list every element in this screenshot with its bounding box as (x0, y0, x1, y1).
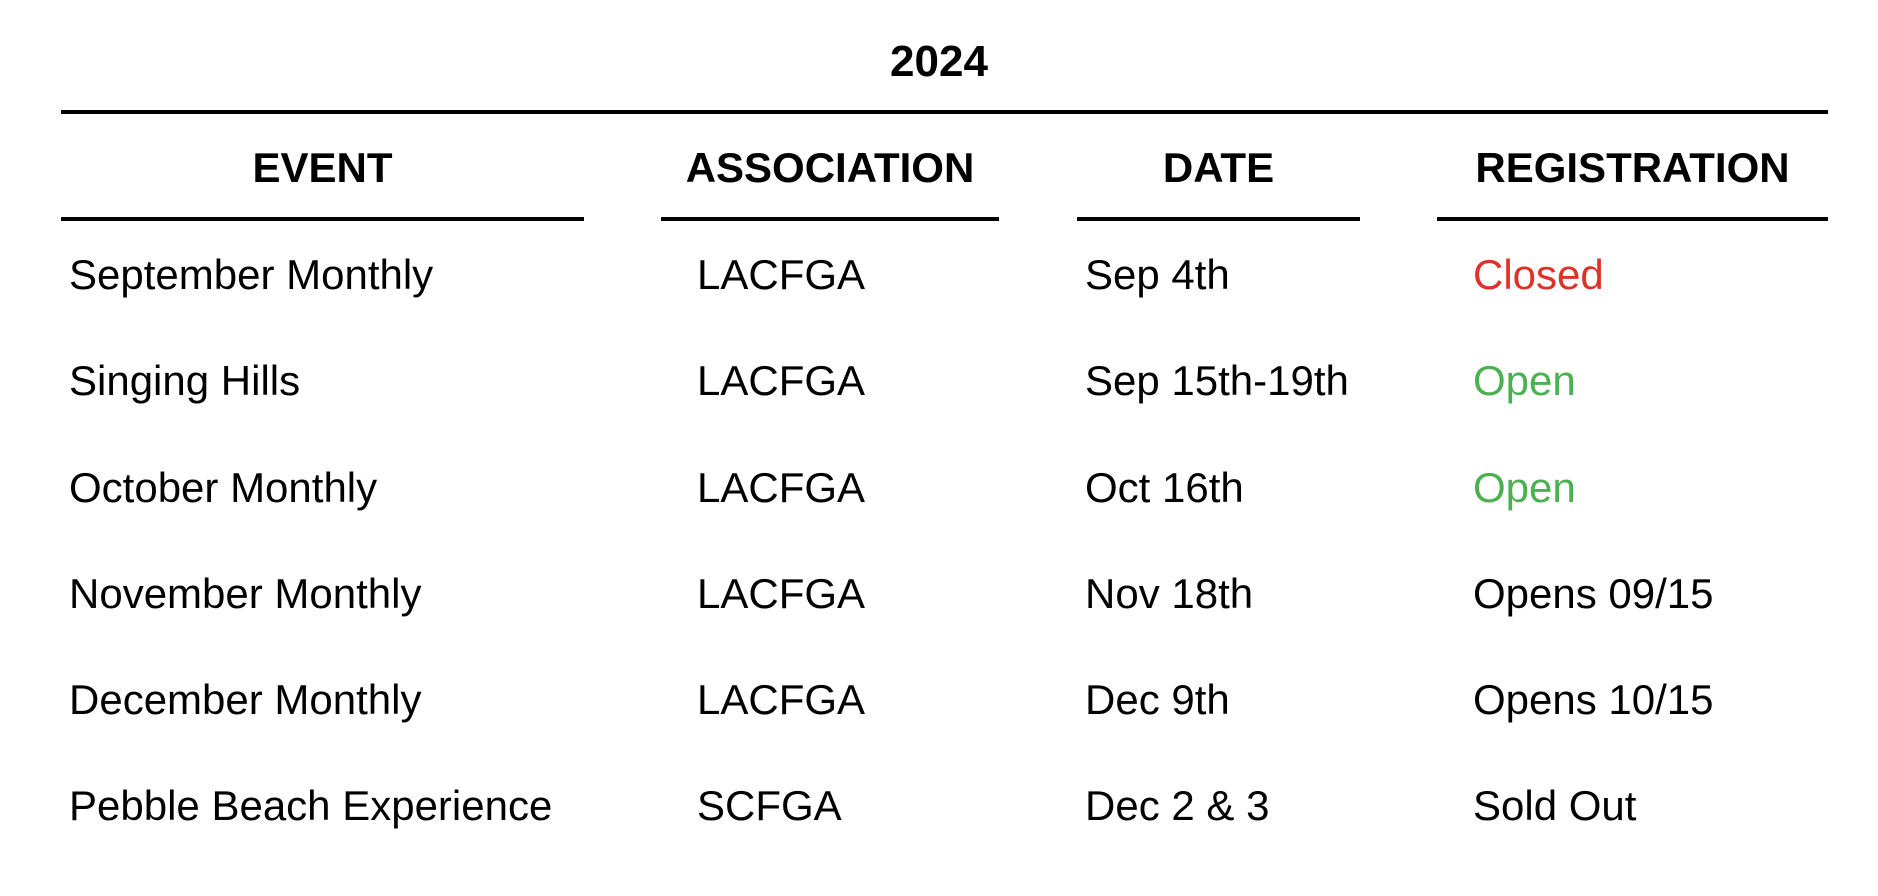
registration-status: Opens 09/15 (1473, 570, 1714, 617)
registration-status: Closed (1473, 251, 1604, 298)
column-header-association: ASSOCIATION (685, 144, 975, 191)
column-header-date: DATE (1162, 144, 1275, 191)
registration-status: Open (1473, 357, 1576, 404)
event-date: Sep 4th (1085, 251, 1230, 298)
event-association: LACFGA (697, 357, 866, 404)
event-name: November Monthly (69, 570, 422, 617)
event-name: Pebble Beach Experience (69, 782, 553, 829)
registration-status: Sold Out (1473, 782, 1637, 829)
registration-status: Open (1473, 464, 1576, 511)
event-date: Sep 15th-19th (1085, 357, 1349, 404)
event-association: LACFGA (697, 676, 866, 723)
event-association: LACFGA (697, 464, 866, 511)
event-name: October Monthly (69, 464, 378, 511)
event-name: December Monthly (69, 676, 422, 723)
event-name: September Monthly (69, 251, 434, 298)
column-header-registration: REGISTRATION (1475, 144, 1790, 191)
event-date: Dec 9th (1085, 676, 1230, 723)
registration-status: Opens 10/15 (1473, 676, 1714, 723)
event-name: Singing Hills (69, 357, 301, 404)
column-underline-event (61, 217, 584, 221)
event-association: SCFGA (697, 782, 842, 829)
event-association: LACFGA (697, 570, 866, 617)
top-divider (61, 110, 1828, 114)
column-underline-date (1077, 217, 1360, 221)
event-date: Dec 2 & 3 (1085, 782, 1270, 829)
column-underline-registration (1437, 217, 1828, 221)
column-header-event: EVENT (252, 144, 393, 191)
event-association: LACFGA (697, 251, 866, 298)
event-date: Nov 18th (1085, 570, 1254, 617)
column-underline-association (661, 217, 999, 221)
event-date: Oct 16th (1085, 464, 1244, 511)
schedule-year-title: 2024 (890, 37, 988, 86)
